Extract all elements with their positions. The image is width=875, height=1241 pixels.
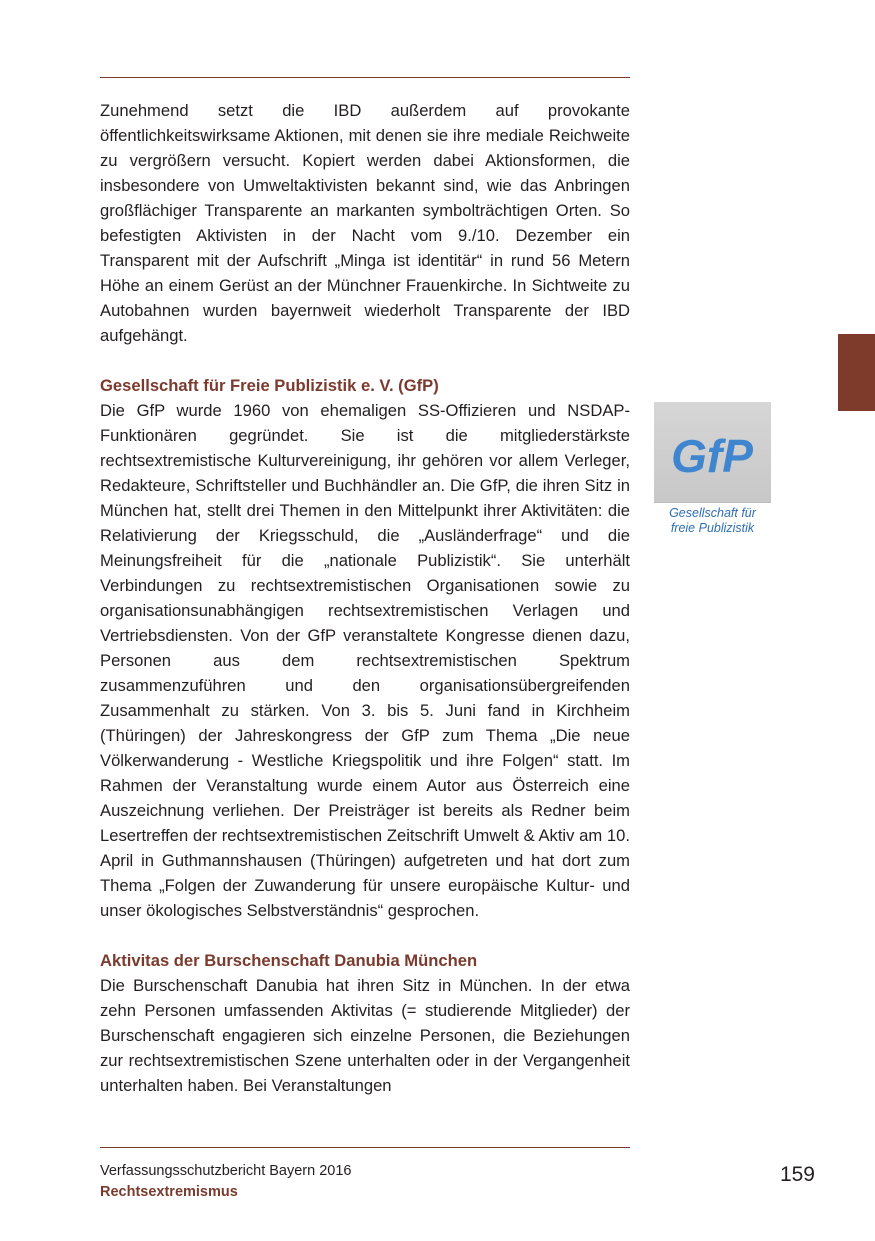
intro-paragraph <box>100 98 630 348</box>
danubia-heading: Aktivitas der Burschenschaft Danubia München <box>100 951 478 970</box>
footer-report-title: Verfassungsschutzbericht Bayern 2016 <box>100 1163 352 1179</box>
footer-chapter: Rechtsextremismus <box>100 1184 238 1200</box>
gfp-logo-caption-line1: Gesellschaft für <box>669 506 756 520</box>
intro-paragraph-text: Zunehmend setzt die IBD außerdem auf provokante öffentlichkeitswirksame Aktionen, mit denen sie ihre mediale Reichweite zu vergrößern versucht. Kopiert werden dabei Aktionsformen, die insbesondere von Umweltaktivisten bekannt sind, wie das Anbringen großflächiger Transparente an markanten symbolträchtigen Orten. So befestigten Aktivisten in der Nacht vom 9./10. Dezember ein Transparent mit der Aufschrift „Minga ist identitär“ in rund 56 Metern Höhe an einem Gerüst an der Münchner Frauenkirche. In Sichtweite zu Autobahnen wurden bayernweit wiederholt Transparente der IBD aufgehängt. <box>100 101 630 345</box>
gfp-paragraph <box>100 398 630 923</box>
gfp-logo <box>654 402 771 503</box>
gfp-logo-mark <box>654 402 771 502</box>
gfp-logo-caption <box>654 506 771 536</box>
header-rule <box>100 77 630 78</box>
page-number: 159 <box>779 1163 815 1186</box>
chapter-tab-marker <box>838 334 875 411</box>
gfp-logo-caption-line2: freie Publizistik <box>670 521 755 535</box>
gfp-paragraph-text: Die GfP wurde 1960 von ehemaligen SS-Offizieren und NSDAP-Funktionären gegründet. Sie ist die mitgliederstärkste rechtsextremistische Kulturvereinigung, ihr gehören vor allem Verleger, Redakteure, Schriftsteller und Buchhändler an. Die GfP, die ihren Sitz in München hat, stellt drei Themen in den Mittelpunkt ihrer Aktivitäten: die Relativierung der Kriegsschuld, die „Ausländerfrage“ und die Meinungsfreiheit für die „nationale Publizistik“. Sie unterhält Verbindungen zu rechtsextremistischen Organisationen sowie zu organisationsunabhängigen rechtsextremistischen Verlagen und Vertriebsdiensten. Von der GfP veranstaltete Kongresse dienen dazu, Personen aus dem rechtsextremistischen Spektrum zusammenzuführen und den organisationsübergreifenden Zusammenhalt zu stärken. Von 3. bis 5. Juni fand in Kirchheim (Thüringen) der Jahreskongress der GfP zum Thema „Die neue Völkerwanderung - Westliche Kriegspolitik und ihre Folgen“ statt. Im Rahmen der Veranstaltung wurde einem Autor aus Österreich eine Auszeichnung verliehen. Der Preisträger ist bereits als Redner beim Lesertreffen der rechtsextremistischen Zeitschrift Umwelt & Aktiv am 10. April in Guthmannshausen (Thüringen) aufgetreten und hat dort zum Thema „Folgen der Zuwanderung für unsere europäische Kultur- und unser ökologisches Selbstverständnis“ gesprochen. <box>100 401 630 920</box>
gfp-heading: Gesellschaft für Freie Publizistik e. V. (GfP) <box>100 376 439 395</box>
danubia-paragraph <box>100 973 630 1098</box>
gfp-logo-letters: GfP <box>671 430 753 482</box>
danubia-paragraph-text: Die Burschenschaft Danubia hat ihren Sitz in München. In der etwa zehn Personen umfassenden Aktivitas (= studierende Mitglieder) der Burschenschaft engagieren sich einzelne Personen, die Beziehungen zur rechtsextremistischen Szene unterhalten oder in der Vergangenheit unterhalten haben. Bei Veranstaltungen <box>100 976 630 1095</box>
footer-rule <box>100 1147 630 1148</box>
